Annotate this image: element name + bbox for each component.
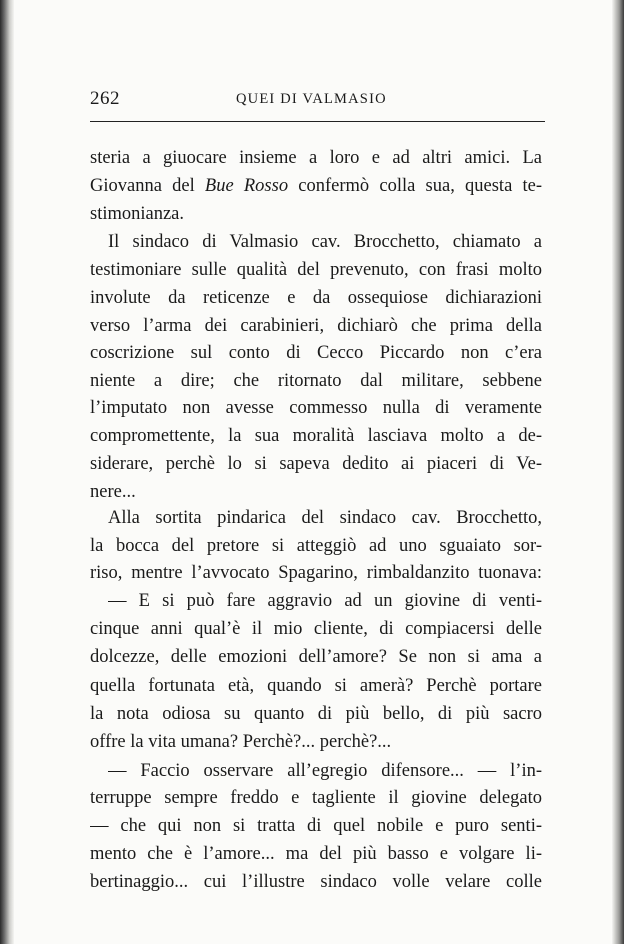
text-line: verso l’arma dei carabinieri, dichiarò che prima della (90, 316, 542, 336)
text-line: — Faccio osservare all’egregio difensore... — l’in- (108, 761, 542, 781)
running-title: QUEI DI VALMASIO (236, 91, 387, 107)
text-line: niente a dire; che ritornato dal militare, sebbene (90, 371, 542, 391)
text-line: — che qui non si tratta di quel nobile e puro senti- (90, 816, 542, 836)
text-line: la nota odiosa su quanto di più bello, di più sacro (90, 704, 542, 724)
text-line: dolcezze, delle emozioni dell’amore? Se non si ama a (90, 647, 542, 667)
text-line: Giovanna del Bue Rosso confermò colla sua, questa te- (90, 176, 542, 196)
italic-name: Bue Rosso (204, 176, 289, 196)
text-line: involute da reticenze e da ossequiose dichiarazioni (90, 288, 542, 308)
text-line: riso, mentre l’avvocato Spagarino, rimbaldanzito tuonava: (90, 563, 542, 583)
text-line: offre la vita umana? Perchè?... perchè?... (90, 732, 392, 752)
text-line: stimonianza. (90, 204, 185, 224)
page-number: 262 (90, 88, 120, 109)
text-line: cinque anni qual’è il mio cliente, di compiacersi delle (90, 619, 542, 639)
text-line: Il sindaco di Valmasio cav. Brocchetto, chiamato a (108, 232, 542, 252)
text-line: la bocca del pretore si atteggiò ad uno sguaiato sor- (90, 536, 542, 556)
text-line: Alla sortita pindarica del sindaco cav. Brocchetto, (108, 508, 542, 528)
text-line: l’imputato non avesse commesso nulla di veramente (90, 398, 542, 418)
text-line: terruppe sempre freddo e tagliente il giovine delegato (90, 788, 542, 808)
text-line: compromettente, la sua moralità lasciava molto a de- (90, 426, 542, 446)
text-line: quella fortunata età, quando si amerà? Perchè portare (90, 676, 542, 696)
text-line: nere... (90, 482, 136, 502)
text-line: mento che è l’amore... ma del più basso e volgare li- (90, 844, 542, 864)
text-line: siderare, perchè lo si sapeva dedito ai piaceri di Ve- (90, 454, 542, 474)
text-line: steria a giuocare insieme a loro e ad altri amici. La (90, 148, 542, 168)
text-line: bertinaggio... cui l’illustre sindaco volle velare colle (90, 872, 542, 892)
text-line: coscrizione sul conto di Cecco Piccardo non c’era (90, 343, 542, 363)
text-line: testimoniare sulle qualità del prevenuto, con frasi molto (90, 260, 542, 280)
text-line: — E si può fare aggravio ad un giovine di venti- (108, 591, 542, 611)
